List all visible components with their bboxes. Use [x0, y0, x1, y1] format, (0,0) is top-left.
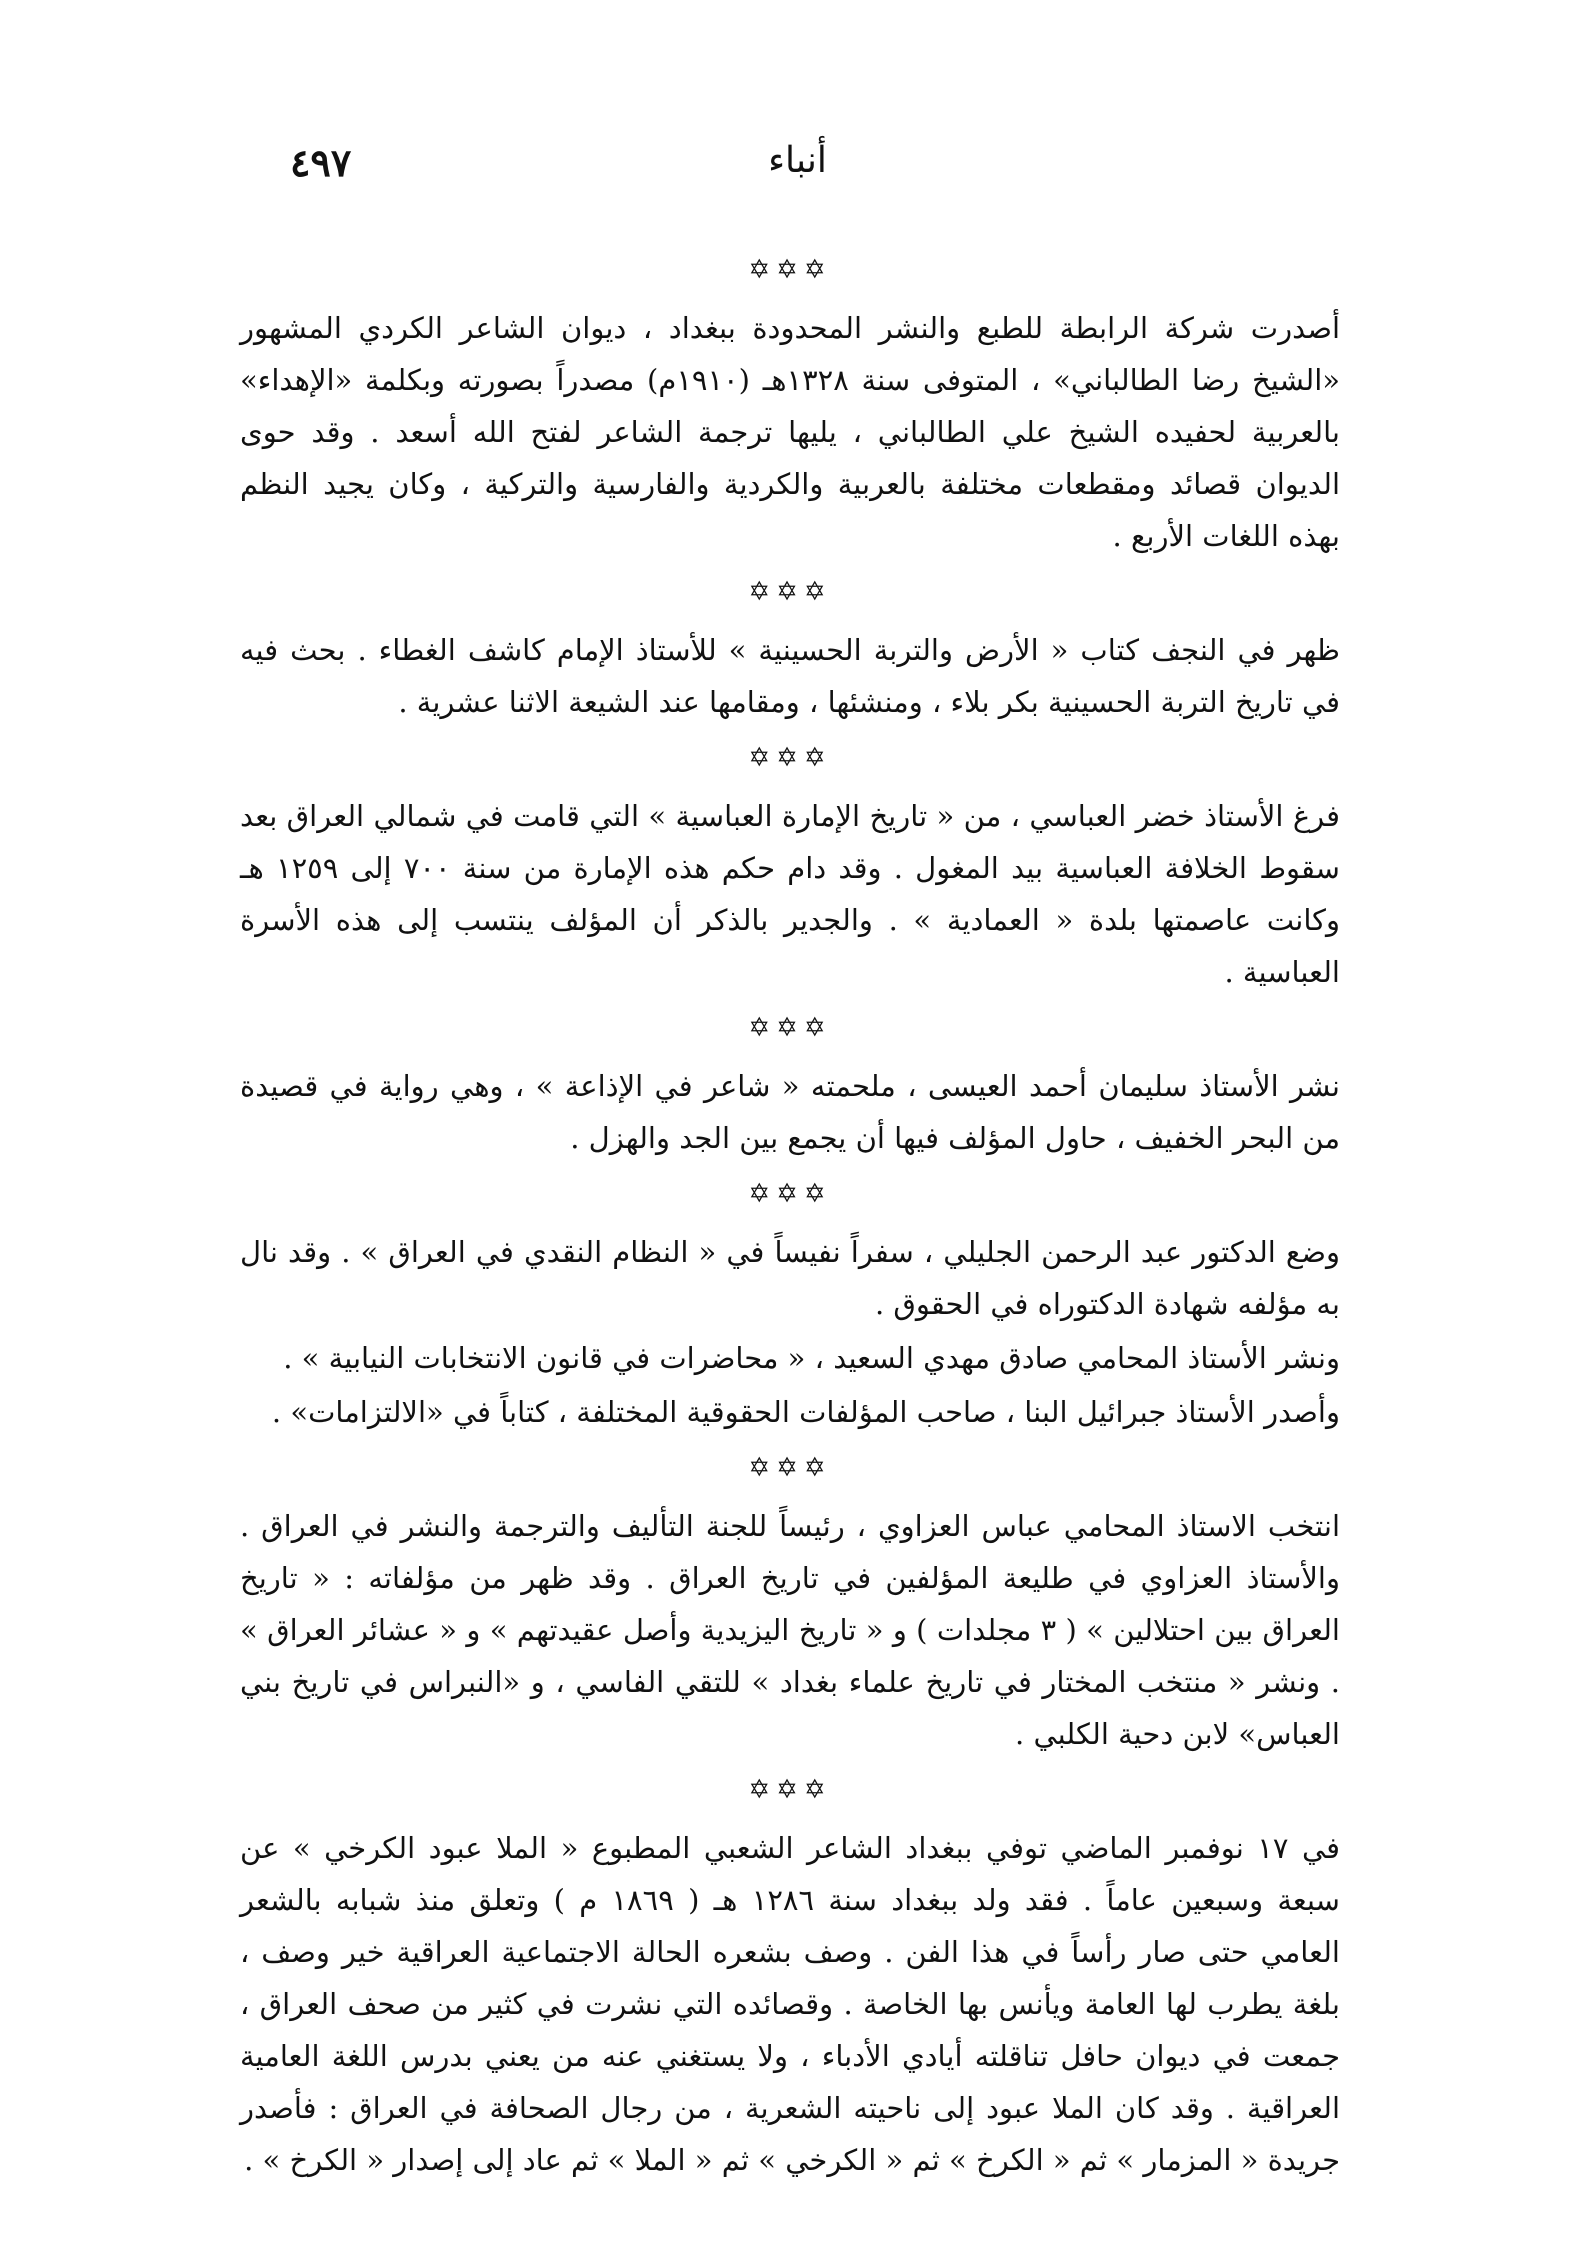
news-item-azzawi	[240, 1500, 1340, 1760]
news-content	[240, 240, 1340, 2188]
running-head	[240, 140, 1355, 190]
news-item-law-publications	[240, 1226, 1340, 1438]
page-number: ٤٩٧	[290, 140, 352, 185]
section-separator: ✡✡✡	[748, 1453, 832, 1483]
news-item-karkhi-obituary	[240, 1822, 1340, 2186]
news-paragraph: وأصدر الأستاذ جبرائيل البنا ، صاحب المؤلفات الحقوقية المختلفة ، كتاباً في «الالتزامات» .	[271, 1395, 1340, 1429]
section-separator: ✡✡✡	[748, 255, 832, 285]
news-paragraph: انتخب الاستاذ المحامي عباس العزاوي ، رئيساً للجنة التأليف والترجمة والنشر في العراق . والأستاذ العزاوي في طليعة المؤلفين في تاريخ العراق . وقد ظهر من مؤلفاته : « تاريخ العراق بين احتلالين » ( ٣ مجلدات ) و « تاريخ اليزيدية وأصل عقيدتهم » و « عشائر العراق » . ونشر « منتخب المختار في تاريخ علماء بغداد » للتقي الفاسي ، و «النبراس في تاريخ بني العباس» لابن دحية الكلبي .	[240, 1509, 1340, 1751]
section-separator: ✡✡✡	[748, 1013, 832, 1043]
news-paragraph: أصدرت شركة الرابطة للطبع والنشر المحدودة ببغداد ، ديوان الشاعر الكردي المشهور «الشيخ رضا الطالباني» ، المتوفى سنة ١٣٢٨هـ (١٩١٠م) مصدراً بصورته وبكلمة «الإهداء» بالعربية لحفيده الشيخ علي الطالباني ، يليها ترجمة الشاعر لفتح الله أسعد . وقد حوى الديوان قصائد ومقطعات مختلفة بالعربية والكردية والفارسية والتركية ، وكان يجيد النظم بهذه اللغات الأربع .	[240, 311, 1341, 553]
news-paragraph: في ١٧ نوفمبر الماضي توفي ببغداد الشاعر الشعبي المطبوع « الملا عبود الكرخي » عن سبعة وسبعين عاماً . فقد ولد ببغداد سنة ١٢٨٦ هـ ( ١٨٦٩ م ) وتعلق منذ شبابه بالشعر العامي حتى صار رأساً في هذا الفن . وصف بشعره الحالة الاجتماعية العراقية خير وصف ، بلغة يطرب لها العامة ويأنس بها الخاصة . وقصائده التي نشرت في كثير من صحف العراق ، جمعت في ديوان حافل تناقلته أيادي الأدباء ، ولا يستغني عنه من يعني بدرس اللغة العامية العراقية . وقد كان الملا عبود إلى ناحيته الشعرية ، من رجال الصحافة في العراق : فأصدر جريدة « المزمار » ثم « الكرخ » ثم « الكرخي » ثم « الملا » ثم عاد إلى إصدار « الكرخ » .	[240, 1831, 1340, 2177]
news-paragraph: نشر الأستاذ سليمان أحمد العيسى ، ملحمته « شاعر في الإذاعة » ، وهي رواية في قصيدة من البحر الخفيف ، حاول المؤلف فيها أن يجمع بين الجد والهزل .	[240, 1069, 1340, 1155]
news-paragraph: فرغ الأستاذ خضر العباسي ، من « تاريخ الإمارة العباسية » التي قامت في شمالي العراق بعد سقوط الخلافة العباسية بيد المغول . وقد دام حكم هذه الإمارة من سنة ٧٠٠ إلى ١٢٥٩ هـ وكانت عاصمتها بلدة « العمادية » . والجدير بالذكر أن المؤلف ينتسب إلى هذه الأسرة العباسية .	[240, 799, 1340, 989]
news-paragraph: ظهر في النجف كتاب « الأرض والتربة الحسينية » للأستاذ الإمام كاشف الغطاء . بحث فيه في تاريخ التربة الحسينية بكر بلاء ، ومنشئها ، ومقامها عند الشيعة الاثنا عشرية .	[240, 633, 1340, 719]
section-separator: ✡✡✡	[748, 1179, 832, 1209]
news-paragraph: ونشر الأستاذ المحامي صادق مهدي السعيد ، « محاضرات في قانون الانتخابات النيابية » .	[283, 1341, 1340, 1375]
news-item-abbasid-emirate	[240, 790, 1340, 998]
section-separator: ✡✡✡	[748, 743, 832, 773]
news-item-talabani-diwan	[240, 302, 1340, 562]
news-item-radio-poet	[240, 1060, 1340, 1164]
news-item-husayni-soil	[240, 624, 1340, 728]
section-separator: ✡✡✡	[748, 1775, 832, 1805]
section-separator: ✡✡✡	[748, 577, 832, 607]
running-title: أنباء	[768, 140, 827, 181]
news-paragraph: وضع الدكتور عبد الرحمن الجليلي ، سفراً نفيساً في « النظام النقدي في العراق » . وقد نال به مؤلفه شهادة الدكتوراه في الحقوق .	[240, 1235, 1340, 1321]
